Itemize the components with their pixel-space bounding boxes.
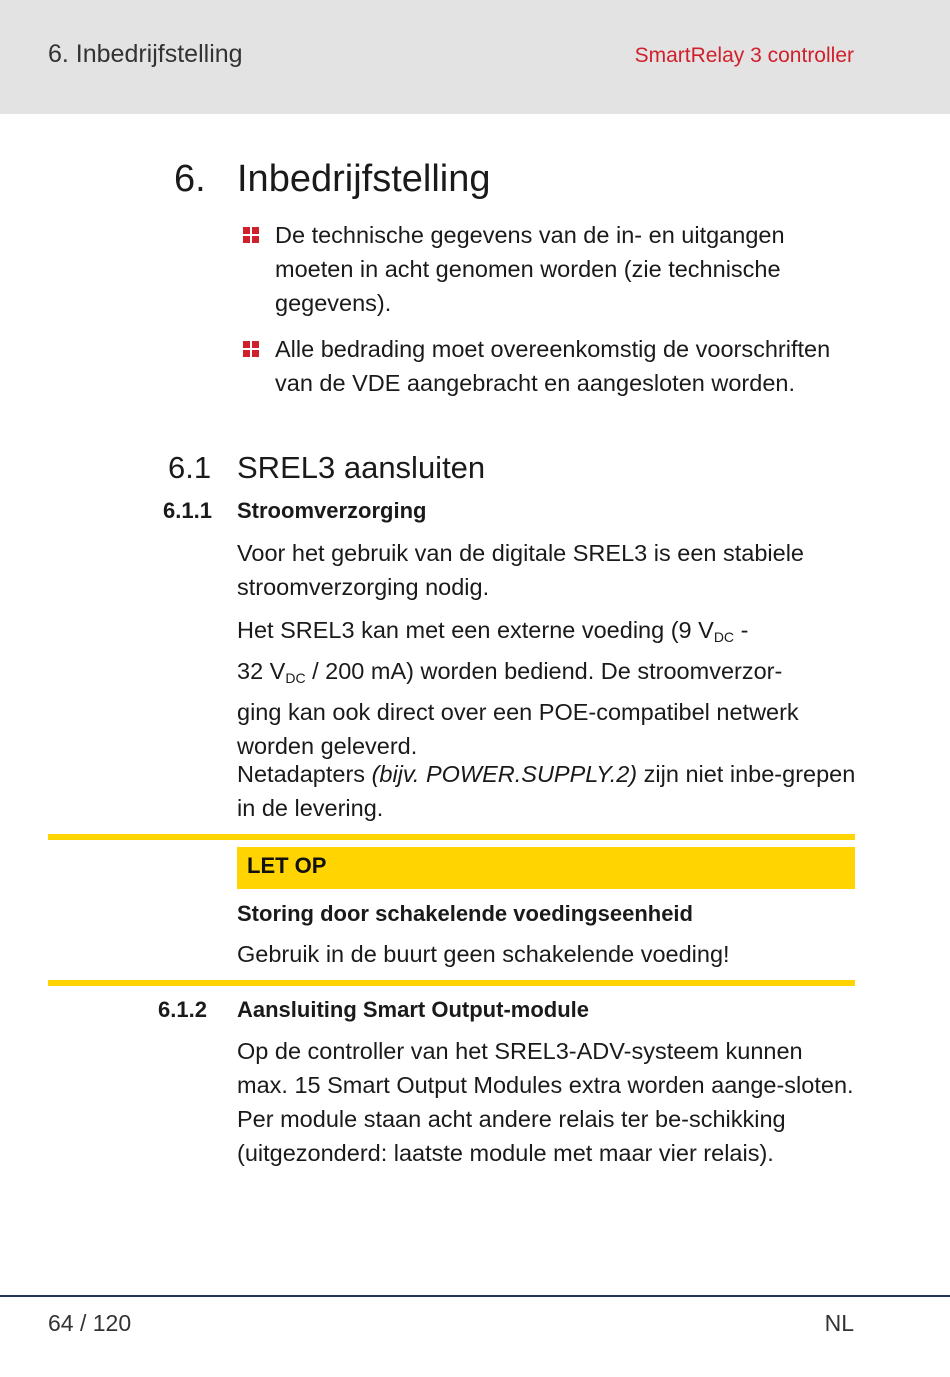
paragraph-text: -: [734, 617, 749, 643]
paragraph-text: Netadapters: [237, 761, 372, 787]
subsubsection-title: Aansluiting Smart Output-module: [237, 997, 589, 1022]
paragraph: [237, 613, 857, 763]
subscript: DC: [713, 629, 735, 645]
bullet-icon: [243, 341, 259, 357]
paragraph-text: 32 V: [237, 658, 286, 684]
subsubsection-number: 6.1.2: [158, 997, 207, 1022]
paragraph: Voor het gebruik van de digitale SREL3 is een stabiele stroomverzorging nodig.: [237, 540, 804, 600]
paragraph-text: zijn niet inbe-grepen in de levering.: [237, 761, 856, 821]
page-number: 64 / 120: [48, 1310, 132, 1336]
notice-label: LET OP: [247, 853, 327, 878]
subsection-number: 6.1: [168, 450, 212, 485]
bullet-text: Alle bedrading moet overeenkomstig de voorschriften van de VDE aangebracht en aangesloten worden.: [275, 336, 831, 396]
subsection-title: SREL3 aansluiten: [237, 450, 486, 485]
paragraph-text: / 200 mA) worden bediend. De stroomverzor-: [305, 658, 783, 684]
bullet-text: De technische gegevens van de in- en uitgangen moeten in acht genomen worden (zie technische gegevens).: [275, 222, 785, 316]
subsubsection-number: 6.1.1: [163, 498, 212, 523]
header-product-name: SmartRelay 3 controller: [634, 44, 854, 67]
notice-text: Gebruik in de buurt geen schakelende voeding!: [237, 941, 730, 967]
notice-bottom-rule: [48, 980, 855, 986]
notice-top-rule: [48, 834, 855, 840]
subsubsection-title: Stroomverzorging: [237, 498, 427, 523]
paragraph-text: ging kan ook direct over een POE-compatibel netwerk worden geleverd.: [237, 699, 799, 759]
notice-label-box: [237, 847, 855, 889]
paragraph: [237, 757, 857, 825]
section-number: 6.: [174, 158, 206, 200]
section-title: Inbedrijfstelling: [237, 158, 491, 200]
language-code: NL: [824, 1310, 854, 1336]
page-header: [0, 0, 950, 114]
notice-title: Storing door schakelende voedingseenheid: [237, 901, 693, 926]
italic-reference: (bijv. POWER.SUPPLY.2): [371, 761, 638, 787]
subscript: DC: [285, 670, 306, 686]
paragraph-text: Het SREL3 kan met een externe voeding (9 V: [237, 617, 714, 643]
footer-rule: [0, 1295, 950, 1297]
paragraph: Op de controller van het SREL3-ADV-systeem kunnen max. 15 Smart Output Modules extra worden aange-sloten. Per module staan acht andere relais ter be-schikking (uitgezonderd: laatste module met maar vier relais).: [237, 1038, 854, 1166]
bullet-icon: [243, 227, 259, 243]
header-chapter-title: 6. Inbedrijfstelling: [48, 40, 243, 68]
